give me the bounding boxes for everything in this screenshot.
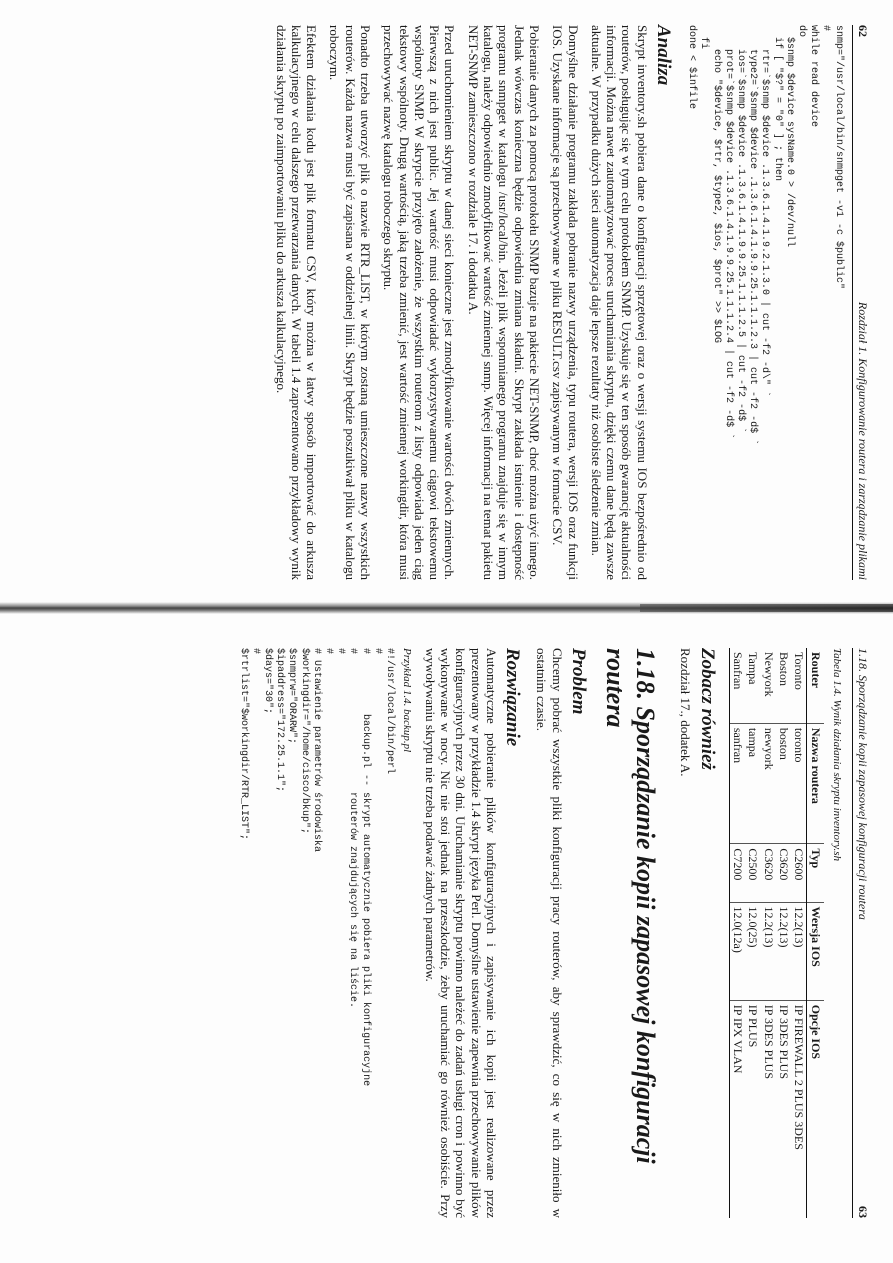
see-also-heading: Zobacz również — [696, 648, 718, 770]
example-caption: Przykład 1.4. backup.pl — [401, 648, 414, 753]
see-also-text: Rozdział 17., dodatek A. — [678, 648, 694, 777]
table-cell: Boston — [776, 652, 791, 687]
column-header: Wersja IOS — [807, 902, 825, 1000]
table-cell: C2500 — [745, 844, 760, 902]
table-cell: Toronto — [792, 652, 807, 690]
paragraph: Przed uruchomieniem skryptu w danej sieci konieczne jest zmodyfikowanie wartości dwóch zmiennych. Pierwszą z nich jest public. Jej wartość musi odpowiadać wykorzystywanemu ciągowi tekstowemu wspólnoty SNMP. W skrypcie przyjęto założenie, że wszystkim routerom z listy odpowiada jeden ciąg tekstowy wspólnoty. Drugą wartością, jaką trzeba zmienić, jest wartość zmiennej workingdir, która musi przechowywać nazwę katalogu roboczego skryptu. — [381, 25, 458, 580]
table-cell: C3620 — [776, 844, 791, 902]
paragraph: Pobieranie danych za pomocą protokołu SNMP bazuje na pakiecie NET-SNMP, choć można użyć innego. Jednak wówczas konieczna będzie odpowiednia zmiana składni. Skrypt zakłada istnienie i dostępność programu snmpget w katalogu /usr/local/bin. Jeżeli plik wspomnianego programu znajduje się w innym katalogu, należy odpowiednio zmodyfikować wartość zmiennej snmp. Więcej informacji na temat pakietu NET-SNMP zamieszczono w rozdziale 17. i dodatku A. — [465, 25, 542, 580]
table-row — [791, 648, 807, 1218]
table-row — [760, 648, 775, 1218]
table-caption: Tabela 1.4. Wynik działania skryptu inventory.sh — [830, 648, 843, 862]
page-number: 62 — [856, 25, 870, 37]
paragraph: Ponadto trzeba utworzyć plik o nazwie RTR_LIST, w którym zostaną umieszczone nazwy wszystkich routerów. Każda nazwa musi być zapisana w oddzielnej linii. Skrypt będzie poszukiwał pliku w katalogu roboczym. — [327, 25, 374, 580]
perl-code-listing: #!/usr/local/bin/perl # # backup.pl -- skrypt automatycznie pobiera pliki konfiguracyjne # routerów znajdujących się na liście. # # # Ustawienie parametrów środowiska $workingdir="/home/cisco/bkup"; $snmprw="ORARW"; $ipaddress="172.25.1.1"; $days="30"; # $rtrlist="$workingdir/RTR_LIST"; — [237, 648, 396, 1087]
table-cell: toronto — [791, 723, 807, 844]
table-cell: 12.2(13) — [776, 902, 791, 1000]
table-cell: IP 3DES PLUS — [776, 1000, 791, 1218]
table-cell: boston — [776, 723, 791, 844]
column-header: Typ — [807, 844, 825, 902]
page-63 — [50, 648, 870, 1218]
table-row — [745, 648, 760, 1218]
table-cell: 12.2(13) — [791, 902, 807, 1000]
page-gutter-shadow-dark — [640, 604, 893, 612]
table-cell: Newyork — [761, 652, 776, 697]
table-cell: C2600 — [791, 844, 807, 902]
table-cell: 12.0(12a) — [729, 902, 745, 1000]
column-header: Opcje IOS — [807, 1000, 825, 1218]
page-62 — [50, 25, 870, 580]
running-header — [852, 25, 870, 580]
table-cell: tampa — [745, 723, 760, 844]
solution-heading: Rozwiązanie — [502, 648, 524, 747]
running-header — [852, 648, 870, 1218]
paragraph: Skrypt inventory.sh pobiera dane o konfiguracji sprzętowej oraz o wersji systemu IOS bezpośrednio od routerów, posługując się w tym celu protokołem SNMP. Uzyskuje się w ten sposób gwarancję aktualności informacji. Można nawet zautomatyzować proces uruchamiania skryptu, dzięki czemu dane będą zawsze aktualne. W przypadku dużych sieci automatyzacja daje lepsze rezultaty niż osobiste śledzenie zmian. — [588, 25, 650, 580]
table-cell: C3620 — [760, 844, 775, 902]
table-cell: Sanfran — [729, 648, 745, 723]
shell-code-listing: snmp="/usr/local/bin/snmpget -v1 -c $public" # while read device do $snmp $device sysName.0 > /dev/null if [ "$?" = "0" ] ; then rtr=`$snmp $device .1.3.6.1.4.1.9.2.1.3.0 | cut -f2 -d\" ` type2=`$snmp $device .1.3.6.1.4.1.9.9.25.1.1.1.2.3 | cut -f2 -d$ ` ios=`$snmp $device .1.3.6.1.4.1.9.9.25.1.1.1.2.5 | cut -f2 -d$ ` prot=`$snmp $device .1.3.6.1.4.1.9.9.25.1.1.1.2.4 | cut -f2 -d$ ` echo "$device, $rtr, $type2, $ios, $prot" >> $LOG fi done < $infile — [686, 25, 844, 446]
table-cell: newyork — [760, 723, 775, 844]
problem-heading: Problem — [568, 648, 590, 715]
table-cell: sanfran — [729, 723, 745, 844]
inventory-results-table — [729, 648, 825, 1218]
table-cell: IP 3DES PLUS — [760, 1000, 775, 1218]
section-heading-analiza: Analiza — [653, 25, 675, 86]
column-header: Router — [807, 648, 825, 723]
table-row — [729, 648, 745, 1218]
column-header: Nazwa routera — [807, 723, 825, 844]
table-cell: 12.0(25) — [745, 902, 760, 1000]
paragraph: Domyślne działanie programu zakłada pobranie nazwy urządzenia, typu routera, wersji IOS oraz funkcji IOS. Uzyskane informacje są przechowywane w pliku RESULT.csv zapisywanym w formacie CSV. — [550, 25, 581, 580]
section-running-title: 1.18. Sporządzanie kopii zapasowej konfiguracji routera — [856, 648, 870, 920]
table-cell: 12.2(13) — [760, 902, 775, 1000]
table-header-row — [807, 648, 825, 1218]
paragraph: Efektem działania kodu jest plik formatu CSV, który można w łatwy sposób importować do arkusza kalkulacyjnego w celu dalszego przetwarzania danych. W tabeli 1.4 zaprezentowano przykładowy wynik działania skryptu po zaimportowaniu pliku do arkusza kalkulacyjnego. — [273, 25, 320, 580]
table-cell: IP PLUS — [745, 1000, 760, 1218]
table-cell: IP IPX VLAN — [729, 1000, 745, 1218]
table-cell: Tampa — [746, 652, 761, 685]
chapter-title: Rozdział 1. Konfigurowanie routera i zarządzanie plikami — [856, 301, 870, 580]
section-title: 1.18. Sporządzanie kopii zapasowej konfiguracji routera — [601, 648, 661, 1164]
problem-text: Chcemy pobrać wszystkie pliki konfiguracji pracy routerów, aby sprawdzić, co się w nich zmieniło w ostatnim czasie. — [534, 648, 565, 1218]
table-row — [776, 648, 791, 1218]
table-cell: C7200 — [729, 844, 745, 902]
solution-text: Automatyczne pobieranie plików konfiguracyjnych i zapisywanie ich kopii jest realizowane przez prezentowany w przykładzie 1.4 skrypt języka Perl. Domyślne ustawienie zapewnia przechowywanie plików konfiguracyjnych przez 30 dni. Uruchamianie skryptu powinno należeć do zadań usługi cron i powinno być wykonywane w nocy. Nic nie stoi jednak na przeszkodzie, żeby uruchamiać go również osobiście. Przy wywoływaniu skryptu nie trzeba podawać żadnych parametrów. — [422, 648, 499, 1218]
table-cell: IP FIREWALL 2 PLUS 3DES — [791, 1000, 807, 1218]
page-number: 63 — [856, 1206, 870, 1218]
